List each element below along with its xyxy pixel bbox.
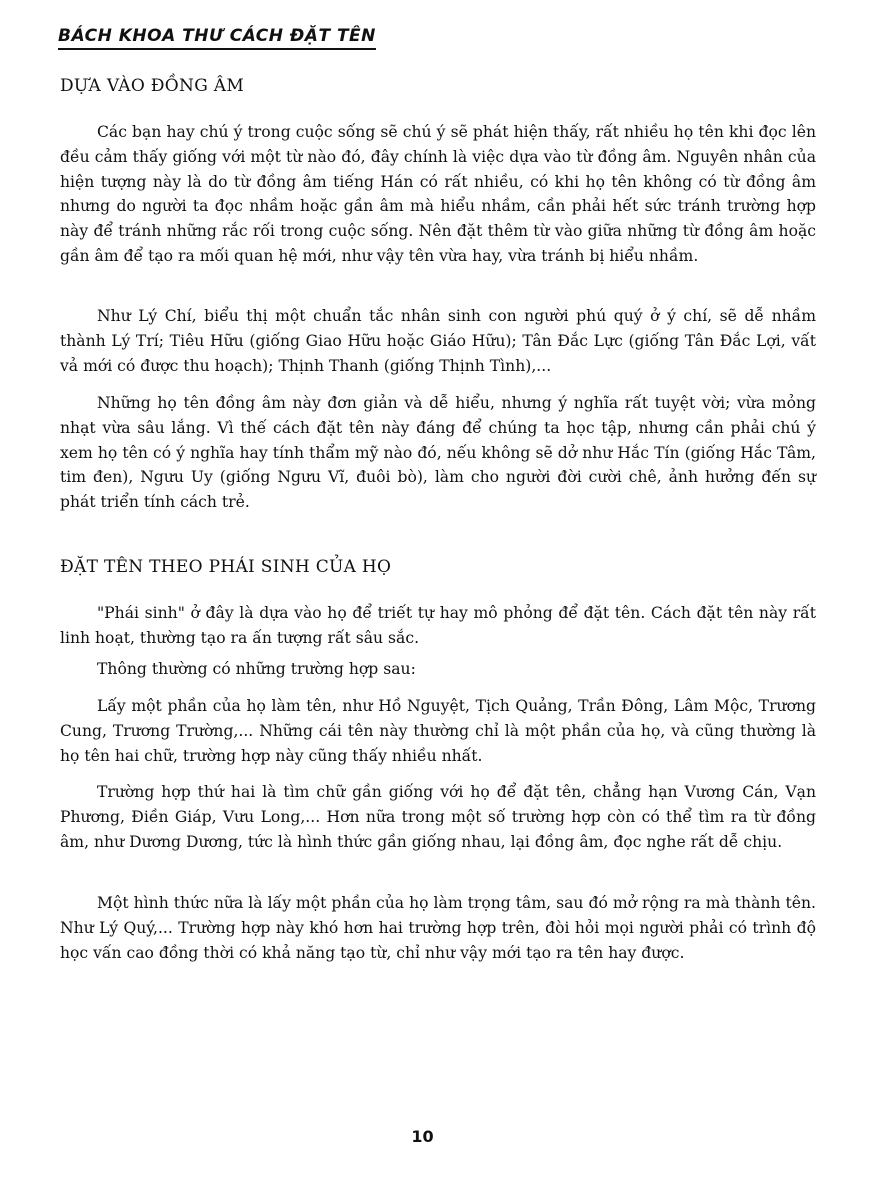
paragraph: Một hình thức nữa là lấy một phần của họ làm trọng tâm, sau đó mở rộng ra mà thành tên. Như Lý Quý,... Trường hợp này khó hơn hai trường hợp trên, đòi hỏi mọi người phải có trình độ học vấn cao đồng thời có khả năng tạo từ, chỉ như vậy mới tạo ra tên hay được.	[60, 894, 816, 962]
paragraph: Lấy một phần của họ làm tên, như Hồ Nguyệt, Tịch Quảng, Trần Đông, Lâm Mộc, Trương Cung, Trương Trường,... Những cái tên này thường chỉ là một phần của họ, và cũng thường là họ tên hai chữ, trường hợp này cũng thấy nhiều nhất.	[60, 697, 816, 765]
running-header-title: BÁCH KHOA THƯ CÁCH ĐẶT TÊN	[58, 26, 376, 46]
paragraph: Như Lý Chí, biểu thị một chuẩn tắc nhân sinh con người phú quý ở ý chí, sẽ dễ nhầm thành Lý Trí; Tiêu Hữu (giống Giao Hữu hoặc Giáo Hữu); Tân Đắc Lực (giống Tân Đắc Lợi, vất vả mới có được thu hoạch); Thịnh Thanh (giống Thịnh Tình),...	[60, 307, 816, 375]
section-heading-phai-sinh: ĐẶT TÊN THEO PHÁI SINH CỦA HỌ	[60, 557, 392, 577]
paragraph: "Phái sinh" ở đây là dựa vào họ để triết tự hay mô phỏng để đặt tên. Cách đặt tên này rất linh hoạt, thường tạo ra ấn tượng rất sâu sắc.	[60, 604, 816, 647]
paragraph: Trường hợp thứ hai là tìm chữ gần giống với họ để đặt tên, chẳng hạn Vương Cán, Vạn Phương, Điền Giáp, Vưu Long,... Hơn nữa trong một số trường hợp còn có thể tìm ra từ đồng âm, như Dương Dương, tức là hình thức gần giống nhau, lại đồng âm, đọc nghe rất dễ chịu.	[60, 783, 816, 851]
running-header	[58, 26, 376, 50]
paragraph: Thông thường có những trường hợp sau:	[97, 660, 416, 678]
paragraph: Các bạn hay chú ý trong cuộc sống sẽ chú ý sẽ phát hiện thấy, rất nhiều họ tên khi đọc lên đều cảm thấy giống với một từ nào đó, đây chính là việc dựa vào từ đồng âm. Nguyên nhân của hiện tượng này là do từ đồng âm tiếng Hán có rất nhiều, có khi họ tên không có từ đồng âm nhưng do người ta đọc nhầm hoặc gần âm mà hiểu nhầm, cần phải hết sức tránh trường hợp này để tránh những rắc rối trong cuộc sống. Nên đặt thêm từ vào giữa những từ đồng âm hoặc gần âm để tạo ra mối quan hệ mới, như vậy tên vừa hay, vừa tránh bị hiểu nhầm.	[60, 123, 816, 265]
page-number: 10	[411, 1127, 434, 1146]
section-heading-dong-am: DỰA VÀO ĐỒNG ÂM	[60, 76, 245, 96]
paragraph: Những họ tên đồng âm này đơn giản và dễ hiểu, nhưng ý nghĩa rất tuyệt vời; vừa mỏng nhạt vừa sâu lắng. Vì thế cách đặt tên này đáng để chúng ta học tập, nhưng cần phải chú ý xem họ tên có ý nghĩa hay tính thẩm mỹ nào đó, nếu không sẽ dở như Hắc Tín (giống Hắc Tâm, tim đen), Ngưu Uy (giống Ngưu Vĩ, đuôi bò), làm cho người đời cười chê, ảnh hưởng đến sự phát triển tính cách trẻ.	[60, 394, 816, 512]
